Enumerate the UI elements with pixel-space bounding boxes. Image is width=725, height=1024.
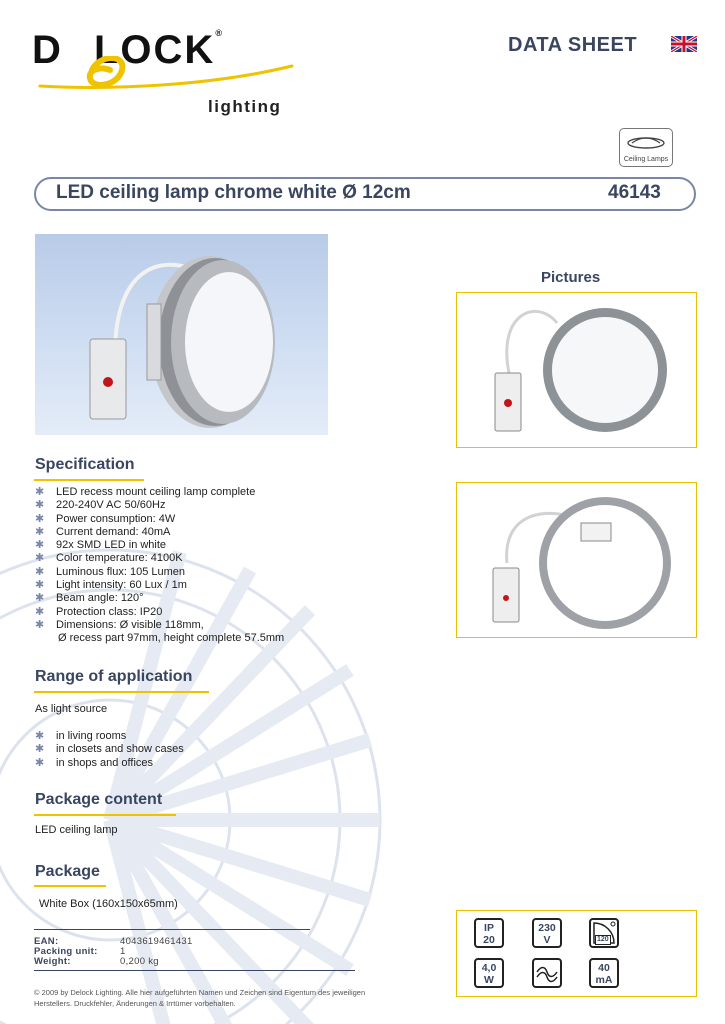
asterisk-bullet-icon: ✱ <box>35 730 45 742</box>
list-item: ✱ Light intensity: 60 Lux / 1m <box>35 579 187 592</box>
list-item: ✱ Current demand: 40mA <box>35 525 171 538</box>
asterisk-bullet-icon: ✱ <box>35 592 45 605</box>
specification-underline <box>34 479 144 481</box>
weight-value: 0,200 kg <box>120 956 159 967</box>
sine-wave-icon <box>535 962 559 986</box>
package-underline <box>34 885 106 887</box>
asterisk-bullet-icon: ✱ <box>35 743 45 756</box>
asterisk-bullet-icon: ✱ <box>35 552 45 565</box>
asterisk-bullet-icon: ✱ <box>35 499 45 512</box>
package-content-underline <box>34 814 176 816</box>
asterisk-bullet-icon: ✱ <box>35 525 45 538</box>
asterisk-bullet-icon: ✱ <box>35 512 45 525</box>
list-item: ✱ Dimensions: Ø visible 118mm, <box>35 618 204 631</box>
list-item: ✱ in closets and show cases <box>35 743 184 756</box>
voltage-icon: 230 V <box>532 918 562 948</box>
list-item-continuation: Ø recess part 97mm, height complete 57.5mm <box>58 632 285 645</box>
brand-swoosh-icon <box>30 56 300 96</box>
brand-subtitle: lighting <box>208 97 282 116</box>
article-number: 46143 <box>608 182 661 203</box>
lamp-front-icon <box>457 293 696 447</box>
lamp-back-icon <box>457 483 696 637</box>
list-item: ✱ Protection class: IP20 <box>35 605 163 618</box>
asterisk-bullet-icon: ✱ <box>35 486 45 498</box>
list-item: ✱ 220-240V AC 50/60Hz <box>35 499 166 512</box>
package-text: White Box (160x150x65mm) <box>39 898 178 910</box>
lamp-illustration-icon <box>35 234 328 435</box>
package-heading: Package <box>35 863 100 880</box>
asterisk-bullet-icon: ✱ <box>35 756 45 769</box>
beam-angle-icon <box>589 918 619 948</box>
range-heading: Range of application <box>35 668 193 685</box>
product-picture-front[interactable] <box>456 292 697 448</box>
asterisk-bullet-icon: ✱ <box>35 579 45 592</box>
beam-angle-value: 120 <box>597 936 609 943</box>
specification-heading: Specification <box>35 456 135 473</box>
list-item: ✱ Power consumption: 4W <box>35 512 176 525</box>
list-item: ✱ LED recess mount ceiling lamp complete <box>35 486 256 498</box>
brand-logo: D LOCK® <box>32 28 224 72</box>
divider <box>34 970 355 971</box>
uk-flag-icon[interactable] <box>671 36 697 52</box>
packing-unit-label: Packing unit: <box>34 946 98 957</box>
asterisk-bullet-icon: ✱ <box>35 618 45 631</box>
list-item: ✱ in shops and offices <box>35 756 154 769</box>
asterisk-bullet-icon: ✱ <box>35 565 45 578</box>
list-item: ✱ Luminous flux: 105 Lumen <box>35 565 186 578</box>
list-item: ✱ Beam angle: 120° <box>35 592 144 605</box>
asterisk-bullet-icon: ✱ <box>35 605 45 618</box>
ean-value: 4043619461431 <box>120 936 193 947</box>
package-content-text: LED ceiling lamp <box>35 824 118 836</box>
range-list <box>35 730 375 770</box>
wattage-icon: 4,0 W <box>474 958 504 988</box>
range-underline <box>34 691 209 693</box>
ip20-icon: IP 20 <box>474 918 504 948</box>
divider <box>34 929 310 930</box>
list-item: ✱ in living rooms <box>35 730 127 742</box>
range-intro: As light source <box>35 703 108 715</box>
pictures-heading: Pictures <box>541 269 601 286</box>
product-icons-panel <box>456 910 697 997</box>
product-title: LED ceiling lamp chrome white Ø 12cm <box>56 182 411 203</box>
product-picture-back[interactable] <box>456 482 697 638</box>
copyright-notice: © 2009 by Delock Lighting. Alle hier aufgeführten Namen und Zeichen sind Eigentum des jeweiligen Herstellers. Druckfehler, Änderungen & Irrtümer vorbehalten. <box>34 988 366 1008</box>
packing-unit-value: 1 <box>120 946 126 957</box>
list-item: ✱ 92x SMD LED in white <box>35 539 167 552</box>
asterisk-bullet-icon: ✱ <box>35 539 45 552</box>
category-label: Ceiling Lamps <box>623 156 669 163</box>
ean-label: EAN: <box>34 936 59 947</box>
amperage-icon: 40 mA <box>589 958 619 988</box>
ac-current-icon <box>532 958 562 988</box>
ceiling-lamp-icon <box>620 129 672 157</box>
package-content-heading: Package content <box>35 791 163 808</box>
list-item: ✱ Color temperature: 4100K <box>35 552 183 565</box>
weight-label: Weight: <box>34 956 71 967</box>
document-type: DATA SHEET <box>508 34 638 56</box>
specification-list <box>35 486 375 646</box>
product-main-image <box>35 234 328 435</box>
